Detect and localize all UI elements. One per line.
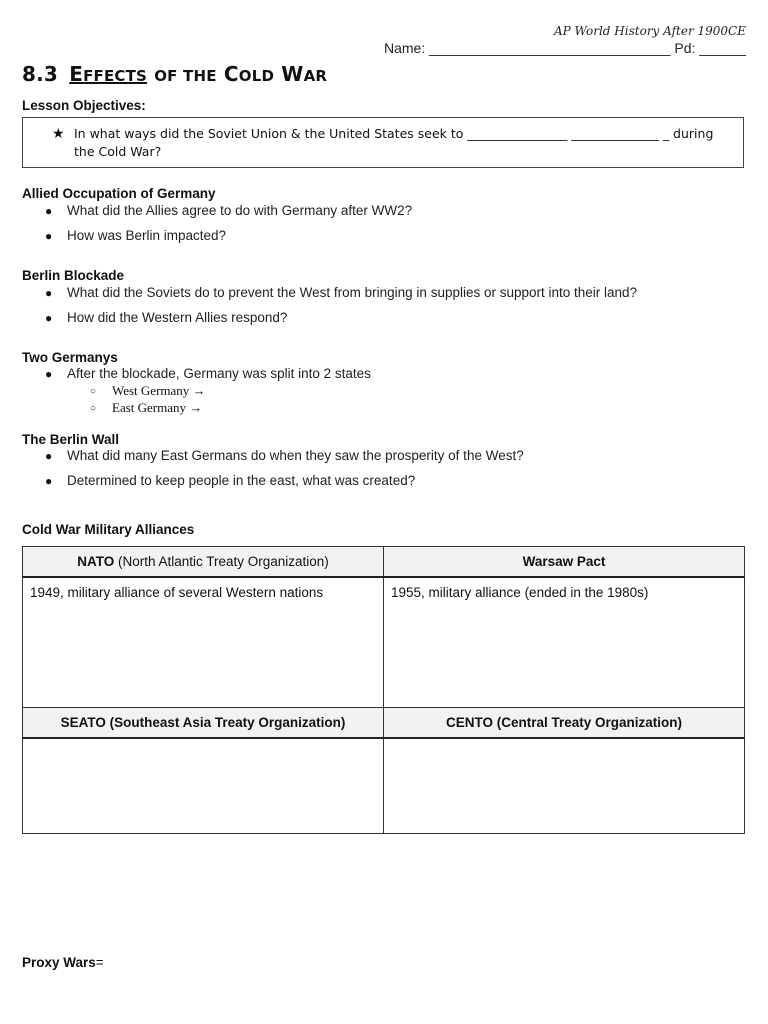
lesson-number: 8.3 — [22, 62, 59, 86]
section-heading-berlin-blockade: Berlin Blockade — [22, 268, 125, 283]
bullet-icon: ● — [45, 229, 53, 243]
bullet-icon: ● — [45, 474, 53, 488]
seato-header: SEATO (Southeast Asia Treaty Organization) — [23, 708, 384, 739]
bullet-icon: ● — [45, 286, 53, 300]
question-bullet: How did the Western Allies respond? — [67, 310, 288, 325]
question-bullet: What did the Soviets do to prevent the West from bringing in supplies or support into their land? — [67, 285, 638, 300]
question-bullet: Determined to keep people in the east, what was created? — [67, 473, 416, 488]
objectives-box — [22, 117, 744, 168]
nato-header: NATO (North Atlantic Treaty Organization) — [23, 547, 384, 578]
star-icon: ★ — [52, 125, 65, 141]
circle-bullet-icon: ○ — [90, 386, 97, 397]
bullet-icon: ● — [45, 367, 53, 381]
nato-notes-cell[interactable] — [23, 577, 384, 708]
section-heading-berlin-wall: The Berlin Wall — [22, 432, 120, 447]
bullet-icon: ● — [45, 311, 53, 325]
nato-note: 1949, military alliance of several Western nations — [30, 585, 324, 600]
name-period-line: Name: _______________________________ Pd: ______ — [383, 40, 746, 56]
alliances-table — [22, 546, 745, 834]
bullet-icon: ● — [45, 204, 53, 218]
warsaw-pact-note: 1955, military alliance (ended in the 1980s) — [391, 585, 649, 600]
question-bullet: What did the Allies agree to do with Germany after WW2? — [67, 203, 413, 218]
title-word-of-the: OF THE — [154, 67, 217, 85]
question-bullet: What did many East Germans do when they saw the prosperity of the West? — [67, 448, 524, 463]
sub-bullet-west-germany: West Germany → — [112, 383, 206, 398]
alliances-label: Cold War Military Alliances — [22, 522, 195, 537]
section-heading-allied-occupation: Allied Occupation of Germany — [22, 186, 216, 201]
title-word-war: WAR — [281, 62, 328, 86]
warsaw-pact-notes-cell[interactable] — [384, 577, 745, 708]
circle-bullet-icon: ○ — [90, 403, 97, 414]
title-word-cold: COLD — [223, 62, 275, 86]
seato-note — [23, 739, 383, 746]
course-title: AP World History After 1900CE — [553, 24, 746, 38]
proxy-wars-line: Proxy Wars= — [22, 955, 104, 970]
objectives-label: Lesson Objectives: — [22, 98, 146, 113]
sub-bullet-east-germany: East Germany → — [112, 400, 203, 415]
seato-notes-cell[interactable] — [23, 738, 384, 834]
cento-notes-cell[interactable] — [384, 738, 745, 834]
question-bullet: How was Berlin impacted? — [67, 228, 227, 243]
title-word-effects: EFFECTS — [69, 62, 148, 86]
page-title — [22, 62, 327, 86]
warsaw-pact-header: Warsaw Pact — [384, 547, 745, 578]
objective-text: In what ways did the Soviet Union & the United States seek to ________________ ______________ _ during the Cold War? — [74, 126, 714, 159]
question-bullet: After the blockade, Germany was split into 2 states — [67, 366, 371, 381]
section-heading-two-germanys: Two Germanys — [22, 350, 118, 365]
cento-note — [384, 739, 744, 746]
bullet-icon: ● — [45, 449, 53, 463]
cento-header: CENTO (Central Treaty Organization) — [384, 708, 745, 739]
